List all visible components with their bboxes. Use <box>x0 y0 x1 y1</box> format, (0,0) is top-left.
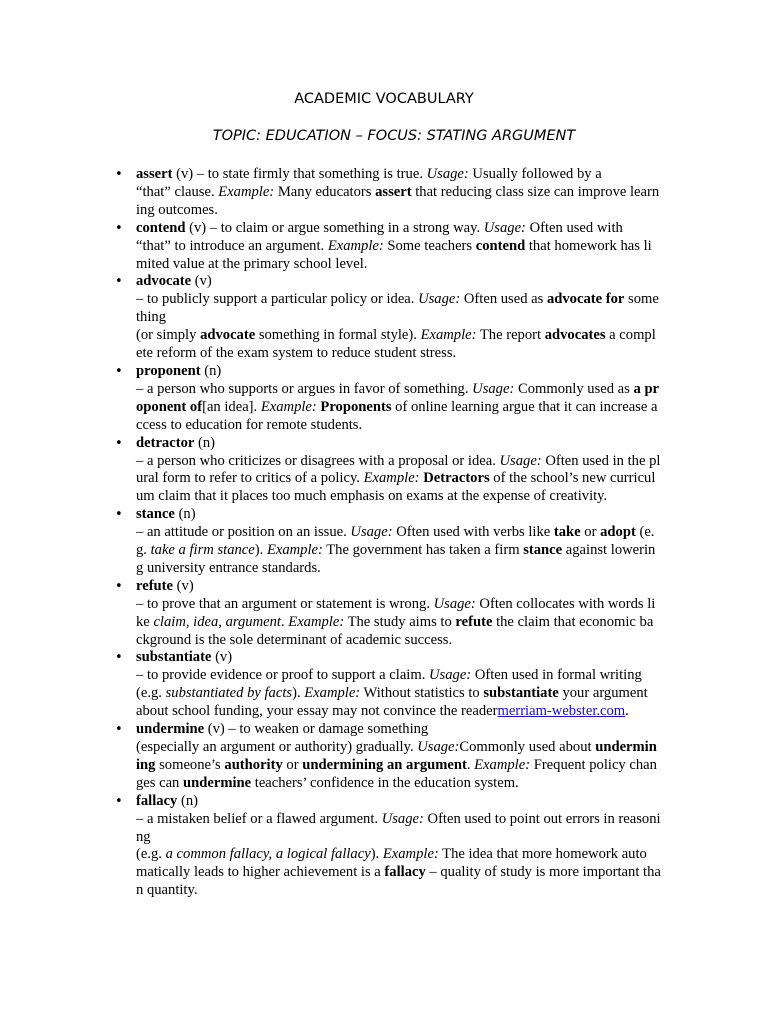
italic-text: Usage: <box>418 291 461 308</box>
entry-text: of the school’s new curricul <box>489 470 656 487</box>
vocab-entry <box>115 166 684 220</box>
entry-line <box>136 345 684 363</box>
entry-text: against lowerin <box>562 542 656 559</box>
entry-text: or <box>282 756 303 773</box>
bold-term: Proponents <box>320 398 392 415</box>
italic-text: Example: <box>327 237 384 254</box>
entry-text: . <box>625 703 629 720</box>
entry-text: Commonly used as <box>514 380 634 397</box>
entry-line <box>136 435 684 453</box>
entry-text: Often used in formal writing <box>471 667 642 684</box>
entry-text: ges can <box>136 774 184 791</box>
entry-line <box>136 363 684 381</box>
italic-text: Usage: <box>429 667 472 684</box>
entry-line <box>136 811 684 829</box>
italic-text: Usage: <box>417 739 460 755</box>
bold-term: advocate for <box>546 291 625 308</box>
vocab-entry <box>115 362 684 435</box>
bold-term: advocate <box>136 273 192 290</box>
entry-line <box>136 417 684 435</box>
entry-text: Often used to point out errors in reasoni <box>423 810 661 827</box>
entry-text: that reducing class size can improve learn <box>411 183 660 200</box>
document-subtitle: TOPIC: EDUCATION – FOCUS: STATING ARGUMENT <box>212 128 576 144</box>
italic-text: a common fallacy, a logical fallacy <box>165 846 371 863</box>
entry-text: (especially an argument or authority) gradually. <box>136 739 418 755</box>
entry-line <box>136 291 684 309</box>
entry-text: ural form to refer to critics of a policy. <box>136 470 364 487</box>
entry-text: The government has taken a firm <box>322 542 524 559</box>
vocab-entry <box>115 219 684 274</box>
bold-term: undermining an argument <box>302 756 467 773</box>
italic-text: Usage: <box>433 595 476 612</box>
source-link[interactable]: merriam-webster.com <box>497 703 626 720</box>
entry-text: (v) <box>211 649 233 666</box>
italic-text: Usage: <box>483 219 526 236</box>
entry-line <box>136 238 684 256</box>
italic-text: Example: <box>382 846 439 863</box>
bold-term: take <box>553 524 581 541</box>
italic-text: Example: <box>474 756 531 773</box>
document-title: ACADEMIC VOCABULARY <box>294 91 474 107</box>
bold-term: adopt <box>600 524 636 541</box>
entry-text: (e. <box>635 524 655 541</box>
italic-text: Usage: <box>472 380 515 397</box>
bold-term: substantiate <box>483 685 559 702</box>
entry-line <box>136 864 684 882</box>
entry-line <box>136 506 684 524</box>
italic-text: Usage: <box>350 524 393 541</box>
entry-text: The study aims to <box>344 613 456 630</box>
entry-text: Without statistics to <box>360 685 484 702</box>
entry-text: or <box>580 524 601 541</box>
italic-text: substantiated by facts <box>165 685 293 702</box>
entry-line <box>136 667 684 685</box>
italic-text: Usage: <box>499 452 542 469</box>
bold-term: authority <box>224 756 283 773</box>
entry-line <box>136 632 684 650</box>
entry-text: (n) <box>177 792 199 809</box>
entry-text: thing <box>136 309 166 326</box>
vocab-entry <box>115 577 684 650</box>
entry-text: matically leads to higher achievement is a <box>136 864 385 881</box>
entry-text: g. <box>136 542 151 559</box>
entry-text: ). <box>254 542 267 559</box>
vocab-entry <box>115 273 684 363</box>
entry-text: um claim that it places too much emphasis on exams at the expense of creativity. <box>136 488 608 505</box>
bold-term: proponent <box>136 362 201 379</box>
entry-line <box>136 721 684 739</box>
entry-text: [an idea]. <box>202 398 261 415</box>
bold-term: oponent of <box>136 398 203 415</box>
italic-text: Example: <box>363 470 420 487</box>
entry-text: – to publicly support a particular policy or idea. <box>136 291 419 308</box>
entry-text: – a person who supports or argues in favor of something. <box>136 380 473 397</box>
entry-line <box>136 488 684 506</box>
bold-term: detractor <box>136 434 195 451</box>
entry-text: something in formal style). <box>255 327 421 344</box>
entry-text: (n) <box>194 434 216 451</box>
italic-text: Example: <box>304 685 361 702</box>
entry-text: (e.g. <box>136 685 166 702</box>
vocab-entry <box>115 792 684 900</box>
vocabulary-list <box>115 166 684 900</box>
entry-text: (n) <box>174 506 196 523</box>
entry-text: Often used with <box>525 219 623 236</box>
entry-line <box>136 560 684 578</box>
bullet-icon: • <box>115 793 123 809</box>
bold-term: stance <box>523 542 563 559</box>
bold-term: assert <box>375 183 412 200</box>
entry-text: ke <box>136 613 154 630</box>
bullet-icon: • <box>115 507 123 523</box>
entry-text: . <box>466 756 475 773</box>
entry-text: (or simply <box>136 327 201 344</box>
bold-term: undermine <box>136 721 205 738</box>
entry-line <box>136 757 684 775</box>
italic-text: Usage: <box>381 810 424 827</box>
entry-text: (e.g. <box>136 846 166 863</box>
entry-line <box>136 166 684 184</box>
entry-text: ng <box>136 828 151 845</box>
entry-text: mited value at the primary school level. <box>136 255 368 272</box>
italic-text: Example: <box>266 542 323 559</box>
bold-term: substantiate <box>136 649 212 666</box>
entry-text: your argument <box>558 685 648 702</box>
entry-text: ). <box>370 846 383 863</box>
entry-line <box>136 381 684 399</box>
entry-line <box>136 327 684 345</box>
entry-text: ). <box>292 685 305 702</box>
bullet-icon: • <box>115 220 123 236</box>
entry-text: the claim that economic ba <box>492 613 654 630</box>
entry-text: ing outcomes. <box>136 201 218 218</box>
entry-text: some <box>624 291 659 308</box>
italic-text: take a firm stance <box>150 542 255 559</box>
entry-text: Many educators <box>274 183 376 200</box>
entry-text: Some teachers <box>383 237 476 254</box>
entry-line <box>136 775 684 793</box>
entry-text: The report <box>476 327 545 344</box>
vocab-entry <box>115 434 684 507</box>
entry-text: (n) <box>200 362 222 379</box>
entry-text: Usually followed by a <box>468 166 602 182</box>
bold-term: Detractors <box>423 470 490 487</box>
bold-term: contend <box>475 237 526 254</box>
entry-text: of online learning argue that it can increase a <box>391 398 658 415</box>
entry-text: The idea that more homework auto <box>438 846 647 863</box>
italic-text: claim, idea, argument <box>153 613 281 630</box>
entry-text: Often used in the pl <box>541 452 661 469</box>
entry-line <box>136 596 684 614</box>
italic-text: Example: <box>218 183 275 200</box>
entry-text: Often used with verbs like <box>392 524 554 541</box>
bold-term: assert <box>136 166 173 182</box>
entry-text: teachers’ confidence in the education system. <box>251 774 519 791</box>
italic-text: Example: <box>260 398 317 415</box>
entry-text: about school funding, your essay may not convince the reader <box>136 703 498 720</box>
entry-line <box>136 309 684 327</box>
vocab-entry <box>115 649 684 721</box>
vocab-entry <box>115 721 684 793</box>
entry-line <box>136 470 684 488</box>
entry-text: – to provide evidence or proof to support a claim. <box>136 667 430 684</box>
entry-line <box>136 846 684 864</box>
bold-term: a pr <box>633 380 660 397</box>
entry-text: Often collocates with words li <box>475 595 656 612</box>
entry-text: ccess to education for remote students. <box>136 416 363 433</box>
bullet-icon: • <box>115 435 123 451</box>
entry-text: (v) – to weaken or damage something <box>204 721 429 738</box>
entry-text: (v) <box>191 273 212 290</box>
bold-term: contend <box>136 219 186 236</box>
entry-text: – quality of study is more important tha <box>425 864 661 881</box>
entry-text: g university entrance standards. <box>136 559 321 576</box>
entry-line <box>136 614 684 632</box>
entry-text: (v) – to state firmly that something is true. <box>172 166 427 182</box>
entry-text: – a person who criticizes or disagrees with a proposal or idea. <box>136 452 500 469</box>
entry-text: Frequent policy chan <box>530 756 657 773</box>
bullet-icon: • <box>115 363 123 379</box>
bullet-icon: • <box>115 722 123 738</box>
bold-term: refute <box>455 613 493 630</box>
bold-term: stance <box>136 506 175 523</box>
entry-text: (v) <box>173 577 194 594</box>
entry-text: Often used as <box>460 291 547 308</box>
entry-text: ete reform of the exam system to reduce student stress. <box>136 345 457 362</box>
entry-line <box>136 524 684 542</box>
entry-line <box>136 578 684 596</box>
entry-text: . <box>280 613 289 630</box>
bullet-icon: • <box>115 167 123 182</box>
entry-line <box>136 399 684 417</box>
entry-text: Commonly used about <box>459 739 596 755</box>
entry-line <box>136 273 684 291</box>
bullet-icon: • <box>115 274 123 290</box>
bold-term: undermin <box>595 739 657 755</box>
entry-line <box>136 220 684 238</box>
bold-term: fallacy <box>384 864 426 881</box>
bold-term: advocate <box>200 327 256 344</box>
entry-line <box>136 703 684 721</box>
entry-line <box>136 256 684 274</box>
bullet-icon: • <box>115 650 123 666</box>
entry-text: – an attitude or position on an issue. <box>136 524 351 541</box>
italic-text: Example: <box>420 327 477 344</box>
bold-term: advocates <box>544 327 606 344</box>
entry-text: – a mistaken belief or a flawed argument. <box>136 810 382 827</box>
entry-text: “that” to introduce an argument. <box>136 237 328 254</box>
entry-line <box>136 453 684 471</box>
vocab-entry <box>115 506 684 578</box>
entry-line <box>136 739 684 757</box>
italic-text: Usage: <box>426 166 469 182</box>
entry-text: – to prove that an argument or statement is wrong. <box>136 595 434 612</box>
entry-line <box>136 793 684 811</box>
entry-text: someone’s <box>155 756 225 773</box>
entry-line <box>136 829 684 847</box>
entry-line <box>136 882 684 900</box>
bold-term: undermine <box>183 774 252 791</box>
entry-text: a compl <box>605 327 656 344</box>
bold-term: ing <box>136 756 156 773</box>
entry-line <box>136 685 684 703</box>
entry-text: “that” clause. <box>136 183 219 200</box>
entry-line <box>136 184 684 202</box>
entry-text: (v) – to claim or argue something in a strong way. <box>185 219 484 236</box>
bold-term: fallacy <box>136 792 178 809</box>
entry-text: ckground is the sole determinant of academic success. <box>136 631 453 648</box>
italic-text: Example: <box>288 613 345 630</box>
bold-term: refute <box>136 577 174 594</box>
entry-text: n quantity. <box>136 882 198 899</box>
entry-line <box>136 542 684 560</box>
entry-line <box>136 202 684 220</box>
entry-text: that homework has li <box>525 237 652 254</box>
entry-line <box>136 649 684 667</box>
bullet-icon: • <box>115 578 123 594</box>
